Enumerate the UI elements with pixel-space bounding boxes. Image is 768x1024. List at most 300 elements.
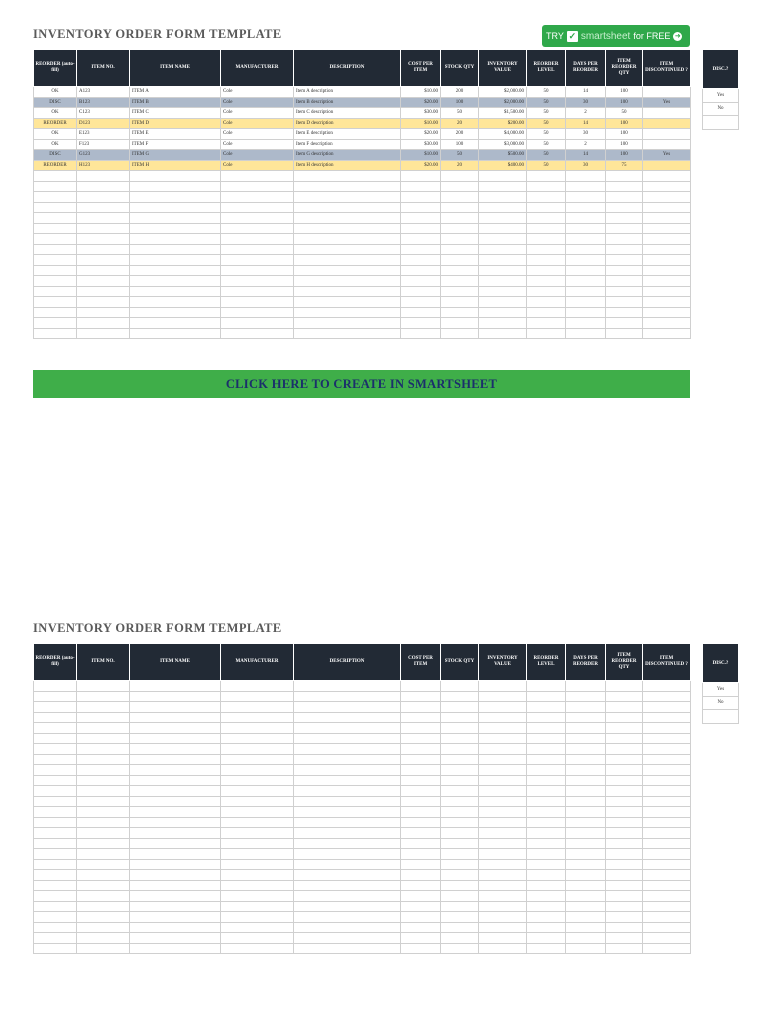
table-cell[interactable] xyxy=(34,943,77,954)
table-cell[interactable] xyxy=(34,775,77,786)
table-cell[interactable] xyxy=(527,859,566,870)
table-cell[interactable] xyxy=(479,681,527,692)
table-cell[interactable] xyxy=(441,286,479,297)
table-cell[interactable] xyxy=(606,891,643,902)
table-cell[interactable] xyxy=(221,933,294,944)
table-cell[interactable] xyxy=(130,943,221,954)
table-cell[interactable] xyxy=(130,255,221,266)
table-cell[interactable] xyxy=(77,213,130,224)
cell-item-no[interactable]: C123 xyxy=(77,108,130,119)
table-cell[interactable] xyxy=(294,859,401,870)
table-cell[interactable] xyxy=(77,838,130,849)
table-cell[interactable] xyxy=(643,838,691,849)
table-cell[interactable] xyxy=(643,244,691,255)
table-cell[interactable] xyxy=(566,828,606,839)
cell-days[interactable]: 30 xyxy=(566,160,606,171)
table-cell[interactable] xyxy=(527,901,566,912)
table-cell[interactable] xyxy=(221,202,294,213)
table-cell[interactable] xyxy=(643,870,691,881)
table-cell[interactable] xyxy=(566,786,606,797)
table-cell[interactable] xyxy=(566,870,606,881)
table-cell[interactable] xyxy=(441,297,479,308)
table-cell[interactable] xyxy=(221,181,294,192)
table-cell[interactable] xyxy=(643,265,691,276)
table-cell[interactable] xyxy=(294,870,401,881)
table-cell[interactable] xyxy=(221,754,294,765)
table-cell[interactable] xyxy=(566,202,606,213)
table-cell[interactable] xyxy=(130,171,221,182)
table-cell[interactable] xyxy=(401,943,441,954)
table-cell[interactable] xyxy=(527,849,566,860)
table-cell[interactable] xyxy=(221,817,294,828)
table-cell[interactable] xyxy=(527,691,566,702)
table-cell[interactable] xyxy=(294,213,401,224)
table-cell[interactable] xyxy=(294,171,401,182)
try-smartsheet-button[interactable] xyxy=(542,25,690,47)
table-cell[interactable] xyxy=(606,786,643,797)
table-cell[interactable] xyxy=(441,202,479,213)
table-cell[interactable] xyxy=(643,702,691,713)
table-cell[interactable] xyxy=(77,786,130,797)
table-cell[interactable] xyxy=(441,838,479,849)
table-cell[interactable] xyxy=(441,733,479,744)
table-cell[interactable] xyxy=(527,933,566,944)
cell-name[interactable]: ITEM E xyxy=(130,129,221,140)
table-cell[interactable] xyxy=(34,723,77,734)
table-cell[interactable] xyxy=(34,838,77,849)
cell-qty[interactable]: 100 xyxy=(606,118,643,129)
table-cell[interactable] xyxy=(479,838,527,849)
cell-discontinued[interactable] xyxy=(643,160,691,171)
table-cell[interactable] xyxy=(77,171,130,182)
table-cell[interactable] xyxy=(479,880,527,891)
cell-stock[interactable]: 200 xyxy=(441,129,479,140)
table-cell[interactable] xyxy=(479,307,527,318)
disc-option-no[interactable]: No xyxy=(703,696,739,710)
disc-option-no[interactable]: No xyxy=(703,102,739,116)
cell-level[interactable]: 50 xyxy=(527,150,566,161)
table-cell[interactable] xyxy=(34,681,77,692)
table-cell[interactable] xyxy=(441,912,479,923)
table-cell[interactable] xyxy=(34,754,77,765)
cell-manufacturer[interactable]: Cole xyxy=(221,87,294,98)
cell-item-no[interactable]: G123 xyxy=(77,150,130,161)
table-cell[interactable] xyxy=(294,891,401,902)
table-cell[interactable] xyxy=(479,318,527,329)
table-cell[interactable] xyxy=(643,775,691,786)
table-cell[interactable] xyxy=(479,775,527,786)
table-cell[interactable] xyxy=(527,244,566,255)
table-cell[interactable] xyxy=(606,202,643,213)
table-cell[interactable] xyxy=(221,681,294,692)
table-cell[interactable] xyxy=(643,171,691,182)
table-cell[interactable] xyxy=(643,307,691,318)
table-cell[interactable] xyxy=(527,775,566,786)
table-cell[interactable] xyxy=(294,328,401,339)
table-cell[interactable] xyxy=(294,723,401,734)
cell-description[interactable]: Item B description xyxy=(294,97,401,108)
table-cell[interactable] xyxy=(130,307,221,318)
table-cell[interactable] xyxy=(643,712,691,723)
cell-stock[interactable]: 100 xyxy=(441,139,479,150)
table-cell[interactable] xyxy=(130,297,221,308)
table-cell[interactable] xyxy=(77,828,130,839)
table-cell[interactable] xyxy=(401,297,441,308)
table-cell[interactable] xyxy=(401,933,441,944)
table-cell[interactable] xyxy=(221,922,294,933)
table-cell[interactable] xyxy=(130,786,221,797)
cell-level[interactable]: 50 xyxy=(527,87,566,98)
cell-item-no[interactable]: D123 xyxy=(77,118,130,129)
table-cell[interactable] xyxy=(643,733,691,744)
cell-name[interactable]: ITEM A xyxy=(130,87,221,98)
table-cell[interactable] xyxy=(566,859,606,870)
table-cell[interactable] xyxy=(130,870,221,881)
table-cell[interactable] xyxy=(34,234,77,245)
cell-manufacturer[interactable]: Cole xyxy=(221,150,294,161)
table-cell[interactable] xyxy=(294,922,401,933)
table-cell[interactable] xyxy=(221,807,294,818)
table-cell[interactable] xyxy=(606,817,643,828)
table-cell[interactable] xyxy=(441,765,479,776)
table-cell[interactable] xyxy=(566,933,606,944)
table-cell[interactable] xyxy=(441,870,479,881)
table-cell[interactable] xyxy=(566,276,606,287)
table-cell[interactable] xyxy=(34,297,77,308)
table-cell[interactable] xyxy=(221,901,294,912)
table-cell[interactable] xyxy=(221,828,294,839)
table-cell[interactable] xyxy=(294,318,401,329)
table-cell[interactable] xyxy=(401,171,441,182)
table-cell[interactable] xyxy=(34,307,77,318)
table-cell[interactable] xyxy=(527,318,566,329)
table-cell[interactable] xyxy=(566,912,606,923)
table-cell[interactable] xyxy=(77,733,130,744)
table-cell[interactable] xyxy=(130,838,221,849)
table-cell[interactable] xyxy=(479,744,527,755)
table-cell[interactable] xyxy=(130,912,221,923)
table-cell[interactable] xyxy=(34,901,77,912)
table-cell[interactable] xyxy=(441,276,479,287)
table-cell[interactable] xyxy=(130,691,221,702)
table-cell[interactable] xyxy=(643,817,691,828)
table-cell[interactable] xyxy=(130,213,221,224)
cell-discontinued[interactable] xyxy=(643,129,691,140)
table-cell[interactable] xyxy=(221,859,294,870)
table-cell[interactable] xyxy=(441,318,479,329)
table-cell[interactable] xyxy=(130,202,221,213)
table-cell[interactable] xyxy=(606,171,643,182)
table-cell[interactable] xyxy=(221,244,294,255)
table-cell[interactable] xyxy=(643,765,691,776)
table-cell[interactable] xyxy=(130,744,221,755)
table-cell[interactable] xyxy=(294,901,401,912)
table-cell[interactable] xyxy=(606,901,643,912)
table-cell[interactable] xyxy=(401,786,441,797)
cell-cost[interactable]: $10.00 xyxy=(401,150,441,161)
table-cell[interactable] xyxy=(130,723,221,734)
table-cell[interactable] xyxy=(294,712,401,723)
table-cell[interactable] xyxy=(527,754,566,765)
table-cell[interactable] xyxy=(401,192,441,203)
table-cell[interactable] xyxy=(401,286,441,297)
table-cell[interactable] xyxy=(441,786,479,797)
table-cell[interactable] xyxy=(566,181,606,192)
table-cell[interactable] xyxy=(130,922,221,933)
table-cell[interactable] xyxy=(294,297,401,308)
disc-option-empty[interactable] xyxy=(703,710,739,724)
table-cell[interactable] xyxy=(606,234,643,245)
table-cell[interactable] xyxy=(479,796,527,807)
cell-description[interactable]: Item F description xyxy=(294,139,401,150)
table-cell[interactable] xyxy=(221,297,294,308)
table-cell[interactable] xyxy=(643,828,691,839)
table-cell[interactable] xyxy=(34,276,77,287)
table-cell[interactable] xyxy=(34,733,77,744)
table-cell[interactable] xyxy=(479,922,527,933)
table-cell[interactable] xyxy=(401,828,441,839)
table-cell[interactable] xyxy=(527,234,566,245)
table-cell[interactable] xyxy=(34,712,77,723)
table-cell[interactable] xyxy=(566,318,606,329)
table-cell[interactable] xyxy=(34,192,77,203)
table-cell[interactable] xyxy=(566,255,606,266)
table-cell[interactable] xyxy=(479,933,527,944)
table-cell[interactable] xyxy=(130,880,221,891)
table-cell[interactable] xyxy=(401,723,441,734)
table-cell[interactable] xyxy=(401,702,441,713)
table-cell[interactable] xyxy=(606,922,643,933)
table-cell[interactable] xyxy=(401,223,441,234)
table-cell[interactable] xyxy=(566,849,606,860)
table-cell[interactable] xyxy=(643,786,691,797)
table-cell[interactable] xyxy=(34,922,77,933)
cell-qty[interactable]: 100 xyxy=(606,139,643,150)
table-cell[interactable] xyxy=(606,838,643,849)
table-cell[interactable] xyxy=(566,723,606,734)
table-cell[interactable] xyxy=(566,754,606,765)
table-cell[interactable] xyxy=(130,328,221,339)
table-cell[interactable] xyxy=(77,859,130,870)
table-cell[interactable] xyxy=(441,702,479,713)
table-cell[interactable] xyxy=(527,297,566,308)
table-cell[interactable] xyxy=(34,702,77,713)
cell-cost[interactable]: $20.00 xyxy=(401,160,441,171)
table-cell[interactable] xyxy=(527,712,566,723)
table-cell[interactable] xyxy=(643,255,691,266)
table-cell[interactable] xyxy=(527,328,566,339)
table-cell[interactable] xyxy=(566,901,606,912)
table-cell[interactable] xyxy=(77,765,130,776)
table-cell[interactable] xyxy=(527,828,566,839)
table-cell[interactable] xyxy=(606,276,643,287)
table-cell[interactable] xyxy=(606,807,643,818)
table-cell[interactable] xyxy=(566,943,606,954)
table-cell[interactable] xyxy=(566,880,606,891)
table-cell[interactable] xyxy=(221,765,294,776)
table-cell[interactable] xyxy=(221,234,294,245)
create-in-smartsheet-button[interactable]: CLICK HERE TO CREATE IN SMARTSHEET xyxy=(33,370,690,398)
table-cell[interactable] xyxy=(643,943,691,954)
table-cell[interactable] xyxy=(643,849,691,860)
table-cell[interactable] xyxy=(643,859,691,870)
table-cell[interactable] xyxy=(34,318,77,329)
table-cell[interactable] xyxy=(479,712,527,723)
table-cell[interactable] xyxy=(527,870,566,881)
table-cell[interactable] xyxy=(294,817,401,828)
table-cell[interactable] xyxy=(606,723,643,734)
table-cell[interactable] xyxy=(527,733,566,744)
cell-value[interactable]: $3,000.00 xyxy=(479,139,527,150)
table-cell[interactable] xyxy=(401,754,441,765)
table-cell[interactable] xyxy=(606,849,643,860)
table-cell[interactable] xyxy=(77,922,130,933)
table-cell[interactable] xyxy=(527,838,566,849)
table-cell[interactable] xyxy=(77,223,130,234)
table-cell[interactable] xyxy=(606,328,643,339)
table-cell[interactable] xyxy=(401,181,441,192)
table-cell[interactable] xyxy=(441,775,479,786)
table-cell[interactable] xyxy=(77,870,130,881)
table-cell[interactable] xyxy=(527,255,566,266)
table-cell[interactable] xyxy=(566,733,606,744)
table-cell[interactable] xyxy=(643,276,691,287)
table-cell[interactable] xyxy=(479,943,527,954)
table-cell[interactable] xyxy=(221,702,294,713)
table-cell[interactable] xyxy=(401,276,441,287)
table-cell[interactable] xyxy=(130,276,221,287)
table-cell[interactable] xyxy=(527,171,566,182)
table-cell[interactable] xyxy=(566,691,606,702)
table-cell[interactable] xyxy=(479,328,527,339)
table-cell[interactable] xyxy=(566,223,606,234)
table-cell[interactable] xyxy=(77,202,130,213)
cell-name[interactable]: ITEM C xyxy=(130,108,221,119)
table-cell[interactable] xyxy=(479,265,527,276)
cell-discontinued[interactable] xyxy=(643,108,691,119)
cell-level[interactable]: 50 xyxy=(527,139,566,150)
table-cell[interactable] xyxy=(606,681,643,692)
table-cell[interactable] xyxy=(130,318,221,329)
table-cell[interactable] xyxy=(294,744,401,755)
table-cell[interactable] xyxy=(527,891,566,902)
table-cell[interactable] xyxy=(130,754,221,765)
cell-days[interactable]: 2 xyxy=(566,108,606,119)
disc-option-empty[interactable] xyxy=(703,116,739,130)
table-cell[interactable] xyxy=(130,712,221,723)
table-cell[interactable] xyxy=(130,828,221,839)
table-cell[interactable] xyxy=(130,891,221,902)
table-cell[interactable] xyxy=(221,223,294,234)
table-cell[interactable] xyxy=(441,223,479,234)
table-cell[interactable] xyxy=(294,754,401,765)
table-cell[interactable] xyxy=(441,943,479,954)
cell-stock[interactable]: 20 xyxy=(441,160,479,171)
table-cell[interactable] xyxy=(441,817,479,828)
table-cell[interactable] xyxy=(643,933,691,944)
table-cell[interactable] xyxy=(566,702,606,713)
table-cell[interactable] xyxy=(643,297,691,308)
cell-status[interactable]: OK xyxy=(34,87,77,98)
table-cell[interactable] xyxy=(606,733,643,744)
table-cell[interactable] xyxy=(606,933,643,944)
disc-option-yes[interactable]: Yes xyxy=(703,89,739,103)
table-cell[interactable] xyxy=(401,859,441,870)
table-cell[interactable] xyxy=(401,880,441,891)
table-cell[interactable] xyxy=(401,765,441,776)
table-cell[interactable] xyxy=(77,244,130,255)
table-cell[interactable] xyxy=(479,276,527,287)
table-cell[interactable] xyxy=(441,859,479,870)
table-cell[interactable] xyxy=(294,880,401,891)
table-cell[interactable] xyxy=(606,943,643,954)
table-cell[interactable] xyxy=(34,202,77,213)
table-cell[interactable] xyxy=(527,307,566,318)
table-cell[interactable] xyxy=(401,202,441,213)
table-cell[interactable] xyxy=(294,807,401,818)
table-cell[interactable] xyxy=(401,733,441,744)
cell-qty[interactable]: 50 xyxy=(606,108,643,119)
table-cell[interactable] xyxy=(479,244,527,255)
table-cell[interactable] xyxy=(566,807,606,818)
table-cell[interactable] xyxy=(527,265,566,276)
table-cell[interactable] xyxy=(527,702,566,713)
cell-manufacturer[interactable]: Cole xyxy=(221,108,294,119)
cell-days[interactable]: 14 xyxy=(566,150,606,161)
cell-level[interactable]: 50 xyxy=(527,97,566,108)
table-cell[interactable] xyxy=(401,817,441,828)
table-cell[interactable] xyxy=(643,202,691,213)
table-cell[interactable] xyxy=(34,933,77,944)
cell-stock[interactable]: 20 xyxy=(441,118,479,129)
cell-description[interactable]: Item H description xyxy=(294,160,401,171)
table-cell[interactable] xyxy=(479,849,527,860)
table-cell[interactable] xyxy=(479,192,527,203)
table-cell[interactable] xyxy=(130,796,221,807)
cell-qty[interactable]: 100 xyxy=(606,97,643,108)
cell-manufacturer[interactable]: Cole xyxy=(221,139,294,150)
cell-name[interactable]: ITEM B xyxy=(130,97,221,108)
table-cell[interactable] xyxy=(221,880,294,891)
cell-item-no[interactable]: H123 xyxy=(77,160,130,171)
table-cell[interactable] xyxy=(401,744,441,755)
table-cell[interactable] xyxy=(34,181,77,192)
table-cell[interactable] xyxy=(441,234,479,245)
table-cell[interactable] xyxy=(643,286,691,297)
table-cell[interactable] xyxy=(479,213,527,224)
table-cell[interactable] xyxy=(130,192,221,203)
table-cell[interactable] xyxy=(527,192,566,203)
cell-description[interactable]: Item E description xyxy=(294,129,401,140)
table-cell[interactable] xyxy=(130,265,221,276)
table-cell[interactable] xyxy=(294,912,401,923)
table-cell[interactable] xyxy=(527,922,566,933)
table-cell[interactable] xyxy=(221,912,294,923)
table-cell[interactable] xyxy=(130,234,221,245)
table-cell[interactable] xyxy=(34,786,77,797)
table-cell[interactable] xyxy=(527,286,566,297)
table-cell[interactable] xyxy=(77,817,130,828)
table-cell[interactable] xyxy=(441,723,479,734)
table-cell[interactable] xyxy=(221,171,294,182)
table-cell[interactable] xyxy=(479,202,527,213)
cell-stock[interactable]: 100 xyxy=(441,97,479,108)
cell-name[interactable]: ITEM G xyxy=(130,150,221,161)
cell-level[interactable]: 50 xyxy=(527,108,566,119)
table-cell[interactable] xyxy=(479,223,527,234)
table-cell[interactable] xyxy=(566,838,606,849)
table-cell[interactable] xyxy=(643,691,691,702)
